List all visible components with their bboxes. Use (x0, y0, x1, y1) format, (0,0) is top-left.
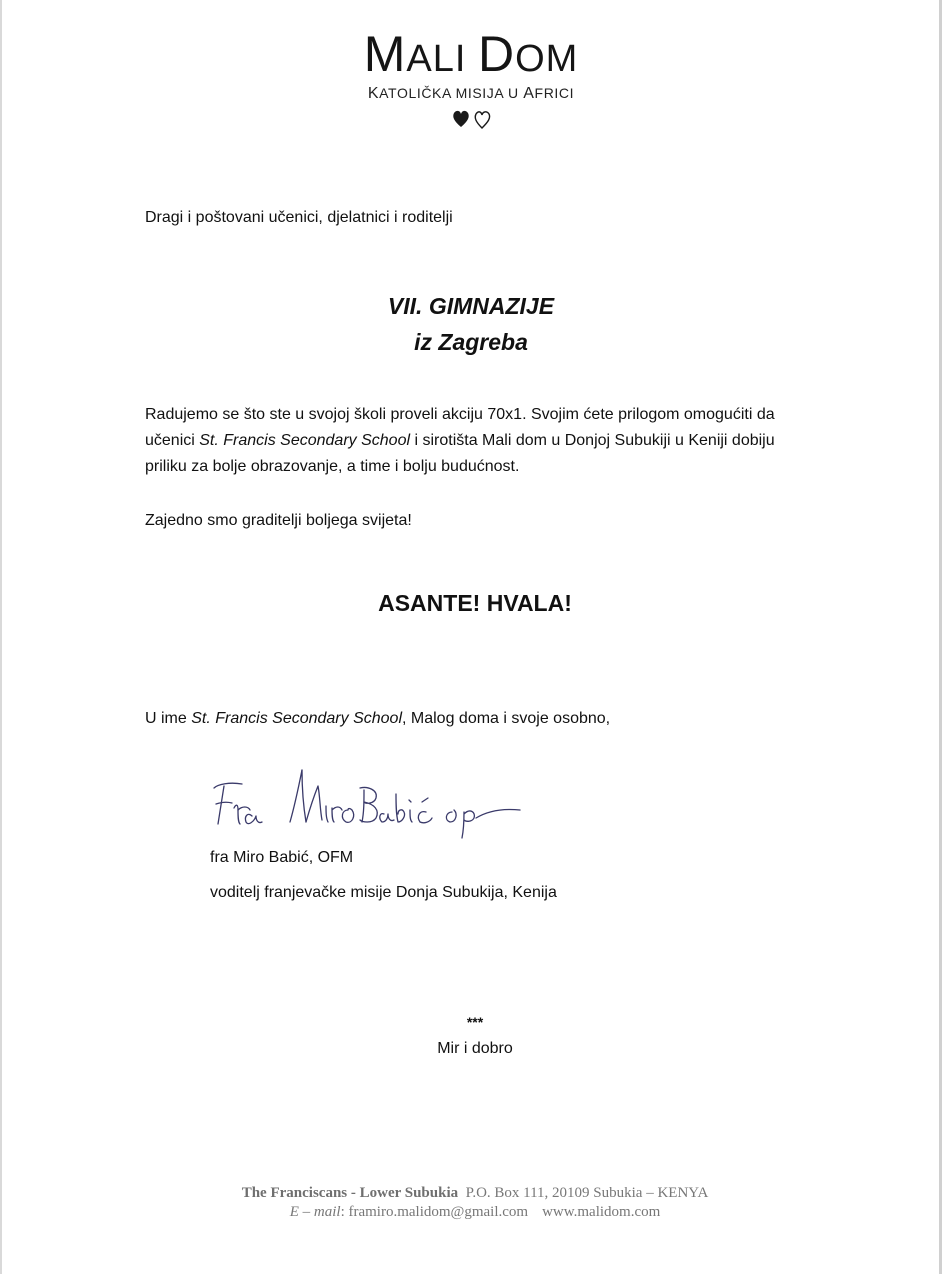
peace-greeting: Mir i dobro (437, 1040, 513, 1057)
footer-address: P.O. Box 111, 20109 Subukia – KENYA (465, 1185, 709, 1201)
logo-subtitle-part: ATOLIČKA MISIJA U (379, 85, 524, 101)
logo-title-initial-d: D (477, 26, 516, 82)
logo-title-rest-om: OM (515, 38, 579, 80)
school-title-line-2: iz Zagreba (414, 329, 528, 355)
logo-title-initial-m: M (363, 26, 407, 82)
closing-line (145, 706, 610, 732)
school-title-line-1: VII. GIMNAZIJE (387, 293, 555, 319)
footer-email-label: E – mail (289, 1204, 341, 1220)
footer-org: The Franciscans - Lower Subukia (241, 1185, 459, 1201)
school-title (0, 288, 942, 360)
footer-website: www.malidom.com (542, 1204, 661, 1220)
paragraph-text-2: i sirotišta Mali dom u Donjoj Subukiji u Keniji dobiju priliku za bolje obrazovanje, a time i bolju budućnost. (145, 432, 775, 475)
closing-school-name: St. Francis Secondary School (191, 710, 402, 727)
main-paragraph (145, 402, 805, 480)
footer-address-line (0, 1185, 942, 1202)
paragraph-school-name: St. Francis Secondary School (199, 432, 411, 449)
closing-text-1: U ime (145, 710, 192, 727)
logo-subtitle-initial-k: K (367, 85, 380, 102)
together-line: Zajedno smo graditelji boljega svijeta! (145, 512, 412, 529)
logo-subtitle (0, 85, 942, 103)
two-hearts-icon (451, 108, 495, 130)
logo-title-rest-ali: ALI (406, 38, 478, 80)
separator-stars: *** (466, 1014, 484, 1030)
salutation: Dragi i poštovani učenici, djelatnici i roditelji (145, 209, 453, 226)
thanks-heading: ASANTE! HVALA! (378, 590, 572, 616)
paragraph-text-1: Radujemo se što ste u svojoj školi proveli akciju 70x1. Svojim ćete prilogom omogućiti da učenici (145, 406, 775, 449)
signer-name: fra Miro Babić, OFM (210, 849, 354, 866)
logo-subtitle-initial-a: A (523, 85, 535, 102)
footer-contact-line (0, 1204, 942, 1221)
signer-role: voditelj franjevačke misije Donja Subukija, Kenija (210, 884, 557, 901)
logo-title (0, 26, 942, 87)
footer-email: : framiro.malidom@gmail.com (340, 1204, 529, 1220)
logo-subtitle-end: FRICI (534, 85, 575, 101)
handwritten-signature (208, 760, 528, 840)
page-edge-left (0, 0, 2, 1274)
closing-text-2: , Malog doma i svoje osobno, (402, 710, 611, 727)
